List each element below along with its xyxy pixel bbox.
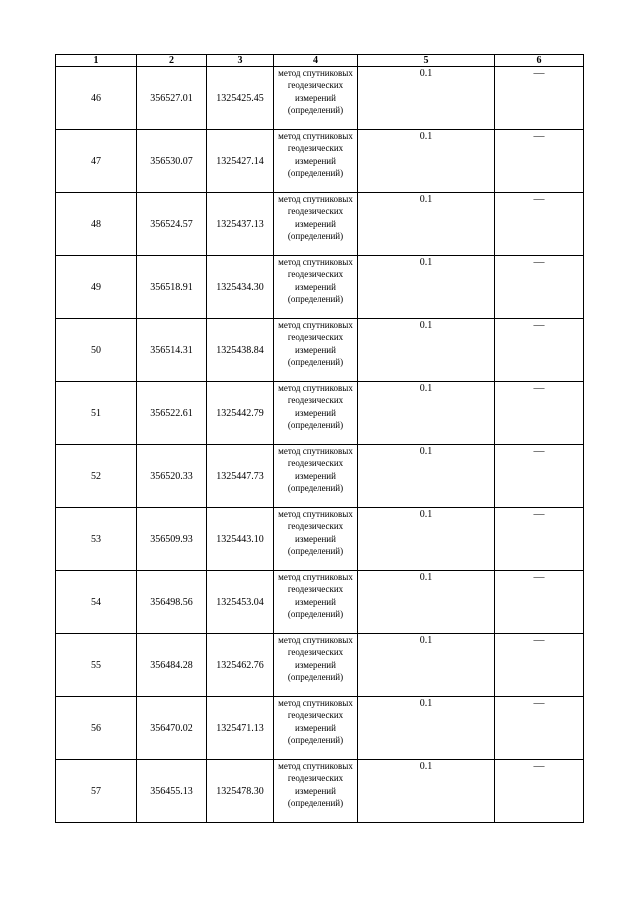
x-coordinate-cell: 356527.01 bbox=[137, 67, 207, 130]
precision-cell: 0.1 bbox=[358, 445, 495, 508]
method-cell: метод спутниковых геодезических измерений (определений) bbox=[274, 445, 358, 508]
point-number-cell: 57 bbox=[56, 760, 137, 823]
header-col-1: 1 bbox=[56, 55, 137, 67]
x-coordinate-cell: 356524.57 bbox=[137, 193, 207, 256]
y-coordinate-cell: 1325442.79 bbox=[207, 382, 274, 445]
point-number-cell: 53 bbox=[56, 508, 137, 571]
x-coordinate-cell: 356484.28 bbox=[137, 634, 207, 697]
note-cell: — bbox=[495, 67, 584, 130]
table-row bbox=[56, 634, 584, 697]
x-coordinate-cell: 356518.91 bbox=[137, 256, 207, 319]
y-coordinate-cell: 1325434.30 bbox=[207, 256, 274, 319]
note-cell: — bbox=[495, 571, 584, 634]
point-number-cell: 50 bbox=[56, 319, 137, 382]
method-cell: метод спутниковых геодезических измерений (определений) bbox=[274, 634, 358, 697]
table-body bbox=[56, 67, 584, 823]
note-cell: — bbox=[495, 382, 584, 445]
precision-cell: 0.1 bbox=[358, 508, 495, 571]
precision-cell: 0.1 bbox=[358, 634, 495, 697]
method-cell: метод спутниковых геодезических измерений (определений) bbox=[274, 571, 358, 634]
table-row bbox=[56, 382, 584, 445]
table-row bbox=[56, 697, 584, 760]
y-coordinate-cell: 1325453.04 bbox=[207, 571, 274, 634]
point-number-cell: 51 bbox=[56, 382, 137, 445]
method-cell: метод спутниковых геодезических измерений (определений) bbox=[274, 193, 358, 256]
x-coordinate-cell: 356455.13 bbox=[137, 760, 207, 823]
precision-cell: 0.1 bbox=[358, 760, 495, 823]
y-coordinate-cell: 1325438.84 bbox=[207, 319, 274, 382]
precision-cell: 0.1 bbox=[358, 382, 495, 445]
note-cell: — bbox=[495, 319, 584, 382]
coordinates-table bbox=[55, 54, 584, 823]
table-row bbox=[56, 445, 584, 508]
x-coordinate-cell: 356514.31 bbox=[137, 319, 207, 382]
table-row bbox=[56, 319, 584, 382]
method-cell: метод спутниковых геодезических измерений (определений) bbox=[274, 67, 358, 130]
point-number-cell: 49 bbox=[56, 256, 137, 319]
method-cell: метод спутниковых геодезических измерений (определений) bbox=[274, 382, 358, 445]
point-number-cell: 55 bbox=[56, 634, 137, 697]
table-row bbox=[56, 508, 584, 571]
note-cell: — bbox=[495, 508, 584, 571]
header-col-5: 5 bbox=[358, 55, 495, 67]
method-cell: метод спутниковых геодезических измерений (определений) bbox=[274, 256, 358, 319]
header-col-4: 4 bbox=[274, 55, 358, 67]
note-cell: — bbox=[495, 130, 584, 193]
precision-cell: 0.1 bbox=[358, 130, 495, 193]
table-row bbox=[56, 67, 584, 130]
table-row bbox=[56, 130, 584, 193]
y-coordinate-cell: 1325427.14 bbox=[207, 130, 274, 193]
note-cell: — bbox=[495, 634, 584, 697]
header-col-6: 6 bbox=[495, 55, 584, 67]
x-coordinate-cell: 356522.61 bbox=[137, 382, 207, 445]
table-row bbox=[56, 571, 584, 634]
precision-cell: 0.1 bbox=[358, 256, 495, 319]
y-coordinate-cell: 1325478.30 bbox=[207, 760, 274, 823]
precision-cell: 0.1 bbox=[358, 571, 495, 634]
x-coordinate-cell: 356530.07 bbox=[137, 130, 207, 193]
method-cell: метод спутниковых геодезических измерений (определений) bbox=[274, 130, 358, 193]
x-coordinate-cell: 356498.56 bbox=[137, 571, 207, 634]
note-cell: — bbox=[495, 256, 584, 319]
note-cell: — bbox=[495, 193, 584, 256]
method-cell: метод спутниковых геодезических измерений (определений) bbox=[274, 760, 358, 823]
precision-cell: 0.1 bbox=[358, 67, 495, 130]
method-cell: метод спутниковых геодезических измерений (определений) bbox=[274, 697, 358, 760]
table-row bbox=[56, 256, 584, 319]
table-row bbox=[56, 193, 584, 256]
precision-cell: 0.1 bbox=[358, 193, 495, 256]
x-coordinate-cell: 356470.02 bbox=[137, 697, 207, 760]
point-number-cell: 47 bbox=[56, 130, 137, 193]
y-coordinate-cell: 1325443.10 bbox=[207, 508, 274, 571]
note-cell: — bbox=[495, 697, 584, 760]
point-number-cell: 54 bbox=[56, 571, 137, 634]
y-coordinate-cell: 1325462.76 bbox=[207, 634, 274, 697]
method-cell: метод спутниковых геодезических измерений (определений) bbox=[274, 319, 358, 382]
table-header-row bbox=[56, 55, 584, 67]
x-coordinate-cell: 356520.33 bbox=[137, 445, 207, 508]
precision-cell: 0.1 bbox=[358, 697, 495, 760]
y-coordinate-cell: 1325447.73 bbox=[207, 445, 274, 508]
point-number-cell: 48 bbox=[56, 193, 137, 256]
y-coordinate-cell: 1325425.45 bbox=[207, 67, 274, 130]
method-cell: метод спутниковых геодезических измерений (определений) bbox=[274, 508, 358, 571]
header-col-2: 2 bbox=[137, 55, 207, 67]
note-cell: — bbox=[495, 760, 584, 823]
note-cell: — bbox=[495, 445, 584, 508]
table-row bbox=[56, 760, 584, 823]
y-coordinate-cell: 1325437.13 bbox=[207, 193, 274, 256]
header-col-3: 3 bbox=[207, 55, 274, 67]
point-number-cell: 52 bbox=[56, 445, 137, 508]
y-coordinate-cell: 1325471.13 bbox=[207, 697, 274, 760]
precision-cell: 0.1 bbox=[358, 319, 495, 382]
point-number-cell: 56 bbox=[56, 697, 137, 760]
x-coordinate-cell: 356509.93 bbox=[137, 508, 207, 571]
point-number-cell: 46 bbox=[56, 67, 137, 130]
